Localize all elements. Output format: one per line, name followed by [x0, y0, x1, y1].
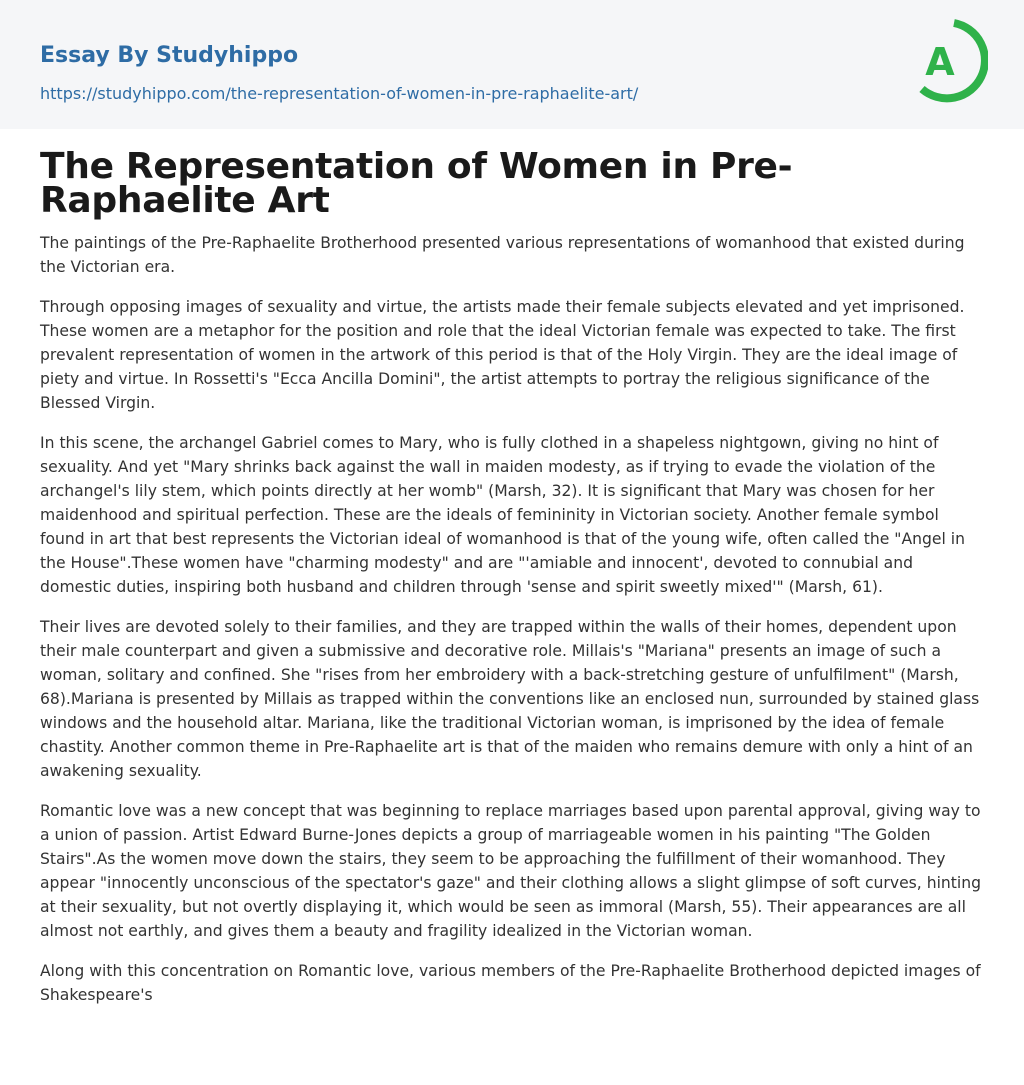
article-paragraph: Along with this concentration on Romantic love, various members of the Pre-Raphaelite Brotherhood depicted images of Shakespeare's [40, 962, 981, 1004]
article-paragraph: Through opposing images of sexuality and virtue, the artists made their female subjects elevated and yet imprisoned. These women are a metaphor for the position and role that the ideal Victorian female was expected to take. The first prevalent representation of women in the artwork of this period is that of the Holy Virgin. They are the ideal image of piety and virtue. In Rossetti's "Ecca Ancilla Domini", the artist attempts to portray the religious significance of the Blessed Virgin. [40, 298, 965, 412]
studyhippo-logo-icon[interactable] [908, 17, 988, 107]
article-paragraph: Their lives are devoted solely to their families, and they are trapped within the walls of their homes, dependent upon their male counterpart and given a submissive and decorative role. Millais's "Mariana" presents an image of such a woman, solitary and confined. She "rises from her embroidery with a back-stretching gesture of unfulfilment" (Marsh, 68).Mariana is presented by Millais as trapped within the conventions like an enclosed nun, surrounded by stained glass windows and the household altar. Mariana, like the traditional Victorian woman, is imprisoned by the idea of female chastity. Another common theme in Pre-Raphaelite art is that of the maiden who remains demure with only a hint of an awakening sexuality. [40, 618, 980, 780]
article-title: The Representation of Women in Pre-Raphaelite Art [40, 146, 793, 221]
article-paragraph: The paintings of the Pre-Raphaelite Brotherhood presented various representations of womanhood that existed during the Victorian era. [40, 234, 965, 276]
article-paragraph: Romantic love was a new concept that was beginning to replace marriages based upon parental approval, giving way to a union of passion. Artist Edward Burne-Jones depicts a group of marriageable women in his painting "The Golden Stairs".As the women move down the stairs, they seem to be approaching the fulfillment of their womanhood. They appear "innocently unconscious of the spectator's gaze" and their clothing allows a slight glimpse of soft curves, hinting at their sexuality, but not overtly displaying it, which would be seen as immoral (Marsh, 55). Their appearances are all almost not earthly, and gives them a beauty and fragility idealized in the Victorian woman. [40, 802, 982, 940]
article [40, 146, 984, 1023]
source-url-link[interactable]: https://studyhippo.com/the-representation-of-women-in-pre-raphaelite-art/ [40, 84, 639, 103]
logo-letter: A [925, 40, 955, 84]
article-paragraph: In this scene, the archangel Gabriel comes to Mary, who is fully clothed in a shapeless nightgown, giving no hint of sexuality. And yet "Mary shrinks back against the wall in maiden modesty, as if trying to evade the violation of the archangel's lily stem, which points directly at her womb" (Marsh, 32). It is significant that Mary was chosen for her maidenhood and spiritual perfection. These are the ideals of femininity in Victorian society. Another female symbol found in art that best represents the Victorian ideal of womanhood is that of the young wife, often called the "Angel in the House".These women have "charming modesty" and are "'amiable and innocent', devoted to connubial and domestic duties, inspiring both husband and children through 'sense and spirit sweetly mixed'" (Marsh, 61). [40, 434, 966, 596]
brand-title: Essay By Studyhippo [40, 43, 299, 68]
site-header [0, 0, 1024, 129]
